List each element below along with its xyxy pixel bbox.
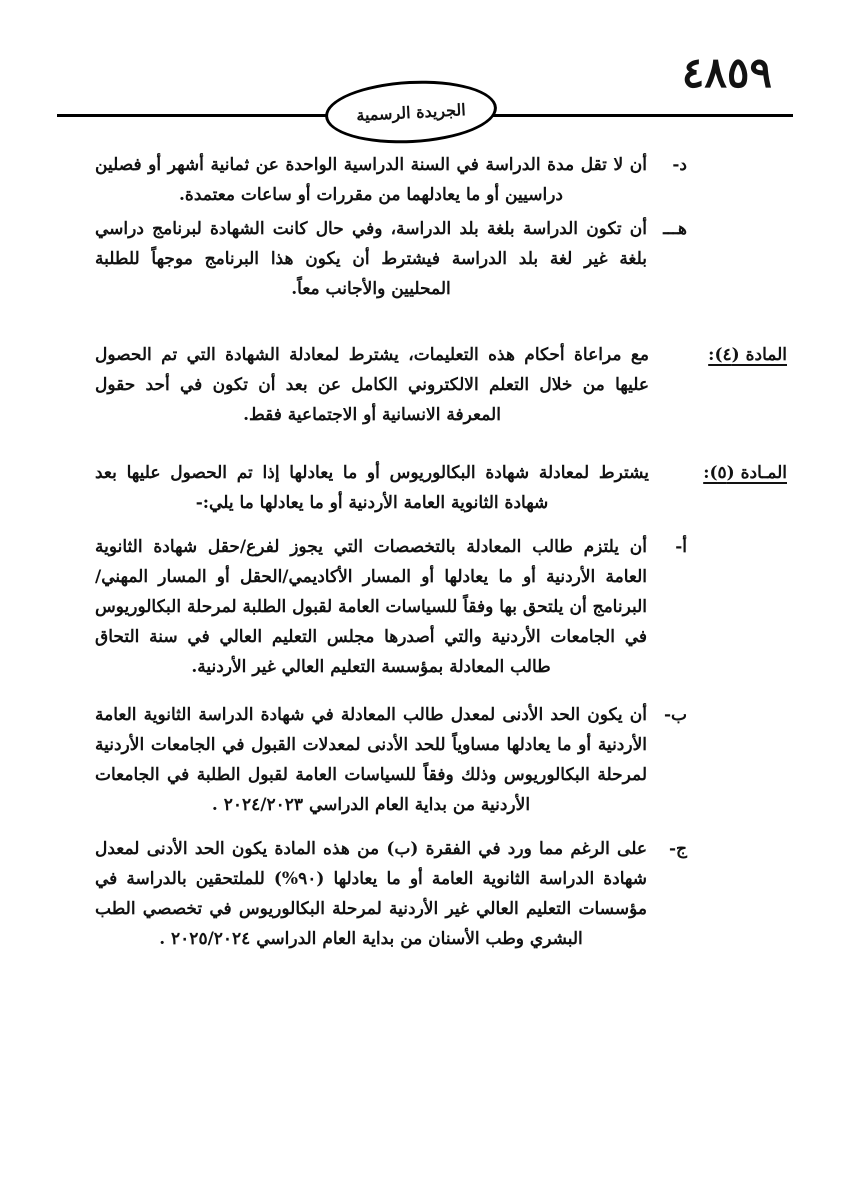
- article-4: [95, 340, 787, 430]
- list-item-dal-text: أن لا تقل مدة الدراسة في السنة الدراسية الواحدة عن ثمانية أشهر أو فصلين دراسيين أو ما يعادلهما من مقررات أو ساعات معتمدة.: [95, 155, 647, 205]
- article-5-label: المـادة (٥):: [703, 463, 787, 483]
- list-item-dal: [95, 150, 687, 210]
- list-item-alif: [95, 532, 687, 682]
- list-item-ba-text: أن يكون الحد الأدنى لمعدل طالب المعادلة في شهادة الدراسة الثانوية العامة الأردنية أو ما يعادلها مساوياً للحد الأدنى لمعدلات القبول في الجامعات الأردنية لمرحلة البكالوريوس وذلك وفقاً للسياسات العامة لقبول الطلبة في الجامعات الأردنية من بداية العام الدراسي ٢٠٢٤/٢٠٢٣ .: [95, 705, 647, 815]
- list-item-ha-text: أن تكون الدراسة بلغة بلد الدراسة، وفي حال كانت الشهادة لبرنامج دراسي بلغة غير لغة بلد الدراسة فيشترط أن يكون هذا البرنامج موجهاً للطلبة المحليين والأجانب معاً.: [95, 219, 647, 299]
- list-item-ha-marker: هـــ: [663, 219, 687, 239]
- list-item-ha: [95, 214, 687, 304]
- list-item-ba-marker: ب-: [663, 705, 687, 725]
- gazette-oval-badge: [323, 77, 498, 148]
- article-4-text: مع مراعاة أحكام هذه التعليمات، يشترط لمعادلة الشهادة التي تم الحصول عليها من خلال التعلم الالكتروني الكامل عن بعد أن تكون في أحد حقول المعرفة الانسانية أو الاجتماعية فقط.: [95, 345, 649, 425]
- article-4-label: المادة (٤):: [708, 345, 787, 365]
- list-item-ba: [95, 700, 687, 820]
- list-item-jim-text: على الرغم مما ورد في الفقرة (ب) من هذه المادة يكون الحد الأدنى لمعدل شهادة الدراسة الثانوية العامة أو ما يعادلها (٩٠%) للملتحقين بالدراسة في مؤسسات التعليم العالي غير الأردنية لمرحلة البكالوريوس في تخصصي الطب البشري وطب الأسنان من بداية العام الدراسي ٢٠٢٥/٢٠٢٤ .: [95, 839, 648, 949]
- list-item-jim-marker: ج-: [668, 839, 687, 859]
- list-item-jim: [95, 834, 687, 954]
- page-number: ٤٨٥٩: [681, 48, 772, 97]
- page-content: [95, 150, 787, 954]
- article-5-text: يشترط لمعادلة شهادة البكالوريوس أو ما يعادلها إذا تم الحصول عليها بعد شهادة الثانوية العامة الأردنية أو ما يعادلها ما يلي:-: [95, 463, 649, 513]
- list-item-alif-marker: أ-: [675, 537, 687, 557]
- gazette-title: الجريدة الرسمية: [355, 99, 467, 125]
- list-item-dal-marker: د-: [672, 155, 687, 175]
- list-item-alif-text: أن يلتزم طالب المعادلة بالتخصصات التي يجوز لفرع/حقل شهادة الثانوية العامة الأردنية أو ما يعادلها أو المسار الأكاديمي/الحقل أو المسار المهني/البرنامج أن يلتحق بها وفقاً للسياسات العامة لقبول الطلبة لمرحلة البكالوريوس في الجامعات الأردنية والتي أصدرها مجلس التعليم العالي في سنة التحاق طالب المعادلة بمؤسسة التعليم العالي غير الأردنية.: [95, 537, 647, 677]
- article-5: [95, 458, 787, 518]
